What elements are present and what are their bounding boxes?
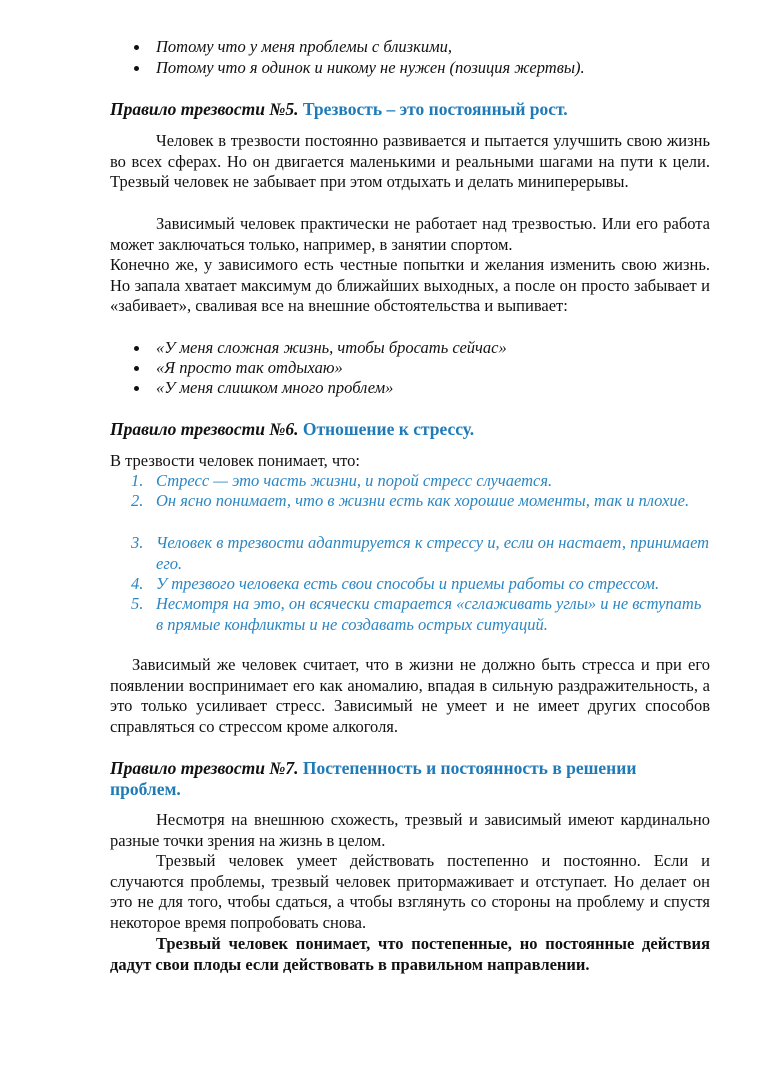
item-number: 5. <box>131 594 144 613</box>
item-number: 2. <box>131 491 144 510</box>
rule7-paragraph-2: Трезвый человек умеет действовать постепенно и постоянно. Если и случаются проблемы, трезвый человек притормаживает и отступает. Но делает он это не для того, чтобы сдаться, а чтобы взглянуть со стороны на проблему и спустя некоторое время попробовать снова. <box>110 851 710 932</box>
rule7-paragraph-1: Несмотря на внешнюю схожесть, трезвый и зависимый имеют кардинально разные точки зрения на жизнь в целом. <box>110 810 710 850</box>
rule7-title: Постепенность и постоянность в решении проблем. <box>110 758 637 799</box>
list-item-text: Потому что я одинок и никому не нужен (позиция жертвы). <box>156 58 585 77</box>
item-text: Несмотря на это, он всячески старается «сглаживать углы» и не вступать в прямые конфликты и не создавать острых ситуаций. <box>156 594 702 634</box>
item-text: Стресс — это часть жизни, и порой стресс случается. <box>156 471 553 490</box>
rule6-lead: Правило трезвости №6. <box>110 419 299 439</box>
list-item-text: «У меня слишком много проблем» <box>156 378 394 397</box>
rule5-lead: Правило трезвости №5. <box>110 99 299 119</box>
item-text: Человек в трезвости адаптируется к стрессу и, если он настает, принимает его. <box>156 533 710 573</box>
item-number: 3. <box>131 533 144 552</box>
rule6-title: Отношение к стрессу. <box>302 419 475 439</box>
list-item-text: «У меня сложная жизнь, чтобы бросать сейчас» <box>156 338 507 357</box>
rule6-intro: В трезвости человек понимает, что: <box>110 451 360 470</box>
rule5-paragraph-1: Человек в трезвости постоянно развивается и пытается улучшить свою жизнь во всех сферах. Но он двигается маленькими и реальными шагами на пути к цели. Трезвый человек не забывает при этом отдыхать и делать миниперерывы. <box>110 131 710 192</box>
rule6-heading <box>110 419 710 440</box>
rule5-heading <box>110 99 710 120</box>
list-item-text: «Я просто так отдыхаю» <box>156 358 343 377</box>
rule5-title: Трезвость – это постоянный рост. <box>302 99 568 119</box>
item-text: Он ясно понимает, что в жизни есть как хорошие моменты, так и плохие. <box>156 491 690 510</box>
item-number: 1. <box>131 471 144 490</box>
bullet-icon <box>134 346 139 351</box>
bullet-icon <box>134 366 139 371</box>
rule5-paragraph-2: Зависимый человек практически не работает над трезвостью. Или его работа может заключаться только, например, в занятии спортом. <box>110 214 710 254</box>
item-number: 4. <box>131 574 144 593</box>
rule7-lead: Правило трезвости №7. <box>110 758 299 778</box>
item-text: У трезвого человека есть свои способы и приемы работы со стрессом. <box>156 574 660 593</box>
rule7-heading <box>110 758 700 800</box>
rule5-paragraph-3: Конечно же, у зависимого есть честные попытки и желания изменить свою жизнь. Но запала хватает максимум до ближайших выходных, а после он просто забывает и «забивает», сваливая все на внешние обстоятельства и выпивает: <box>110 255 710 316</box>
rule6-paragraph-1: Зависимый же человек считает, что в жизни не должно быть стресса и при его появлении воспринимает его как аномалию, впадая в сильную раздражительность, а это только усиливает стресс. Зависимый не умеет и не имеет других способов справляться со стрессом кроме алкоголя. <box>110 655 710 736</box>
rule7-paragraph-3: Трезвый человек понимает, что постепенные, но постоянные действия дадут свои плоды если действовать в правильном направлении. <box>110 934 710 974</box>
bullet-icon <box>134 45 139 50</box>
list-item-text: Потому что у меня проблемы с близкими, <box>156 37 452 56</box>
bullet-icon <box>134 66 139 71</box>
bullet-icon <box>134 386 139 391</box>
